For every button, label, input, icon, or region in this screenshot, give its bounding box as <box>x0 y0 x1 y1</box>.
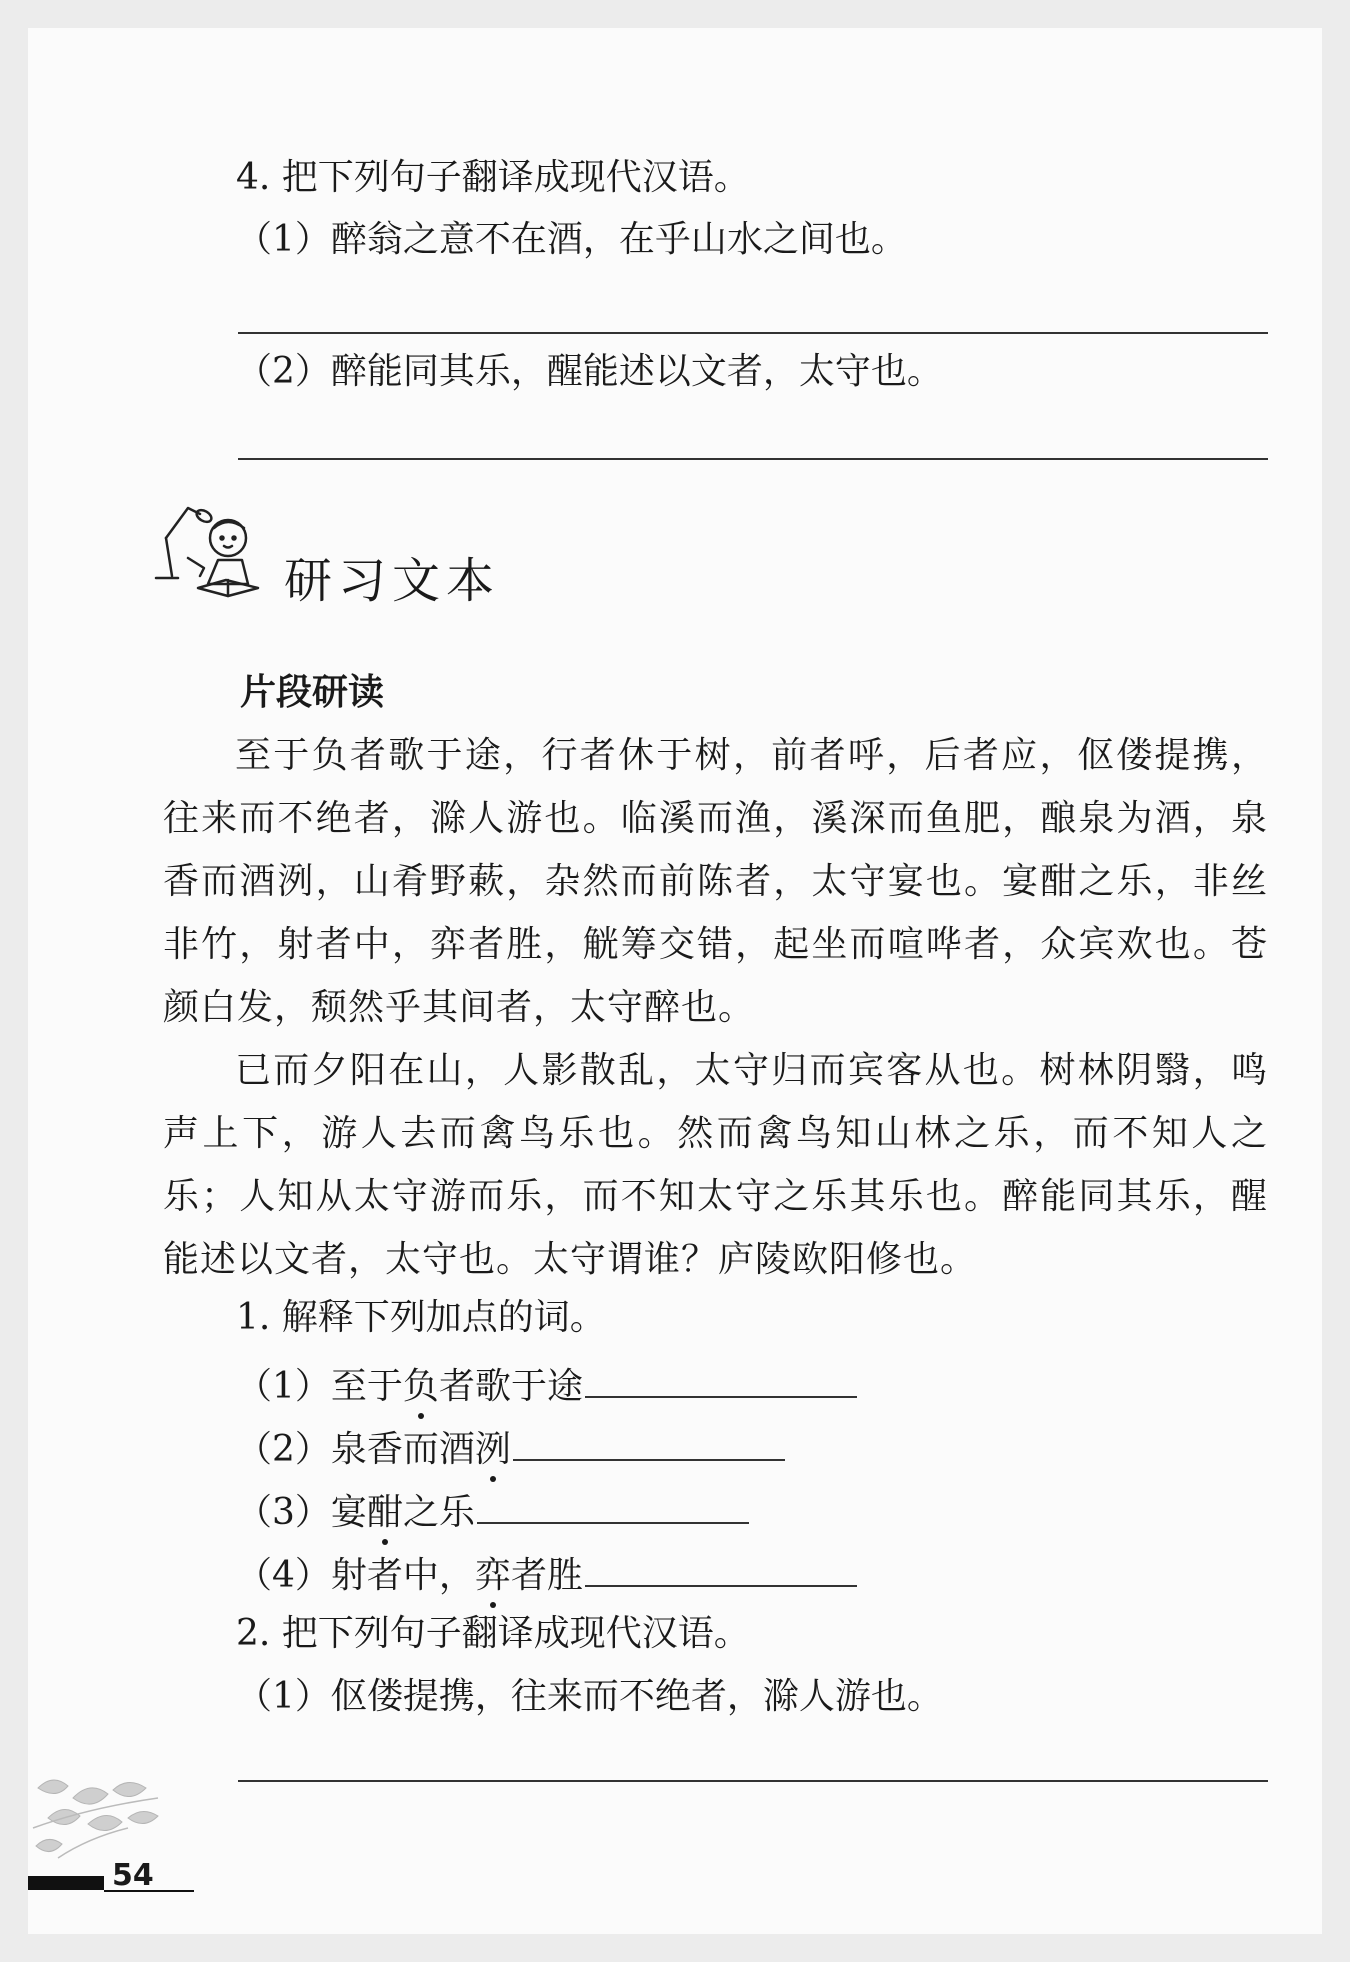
answer-blank[interactable] <box>477 1486 749 1524</box>
item-number: （3） <box>236 1492 331 1533</box>
item-number: （4） <box>236 1555 331 1596</box>
question-1-item-2 <box>236 1423 785 1472</box>
item-text: 宴 <box>330 1492 367 1533</box>
section-title: 研习文本 <box>284 553 501 609</box>
question-1-title: 1. 解释下列加点的词。 <box>236 1297 606 1338</box>
dotted-word: 负 <box>402 1366 439 1407</box>
answer-blank[interactable] <box>585 1549 857 1587</box>
item-number: （1） <box>236 1366 331 1407</box>
page-number: 54 <box>112 1858 154 1893</box>
page-number-underline <box>104 1890 194 1892</box>
item-text: 者胜 <box>510 1555 583 1596</box>
question-1-item-3 <box>236 1486 749 1535</box>
item-text: 者歌于途 <box>438 1366 583 1407</box>
question-1-item-1 <box>236 1360 857 1409</box>
question-4-item-2: （2）醉能同其乐，醒能述以文者，太守也。 <box>236 351 943 392</box>
item-text: 射者中， <box>330 1555 475 1596</box>
item-text: 至于 <box>330 1366 403 1407</box>
passage-paragraph-1: 至于负者歌于途，行者休于树，前者呼，后者应，伛偻提携，往来而不绝者，滁人游也。临溪而渔，溪深而鱼肥，酿泉为酒，泉香而酒洌，山肴野蔌，杂然而前陈者，太守宴也。宴酣之乐，非丝非竹，射者中，弈者胜，觥筹交错，起坐而喧哗者，众宾欢也。苍颜白发，颓然乎其间者，太守醉也。 <box>163 735 1268 1028</box>
dotted-word: 酣 <box>366 1492 403 1533</box>
dotted-word: 弈 <box>474 1555 511 1596</box>
item-number: （2） <box>236 1429 331 1470</box>
question-4-title: 4. 把下列句子翻译成现代汉语。 <box>236 157 750 198</box>
question-1-item-4 <box>236 1549 857 1598</box>
student-study-icon <box>148 498 278 598</box>
question-2-title: 2. 把下列句子翻译成现代汉语。 <box>236 1613 750 1654</box>
page-number-bar <box>28 1876 104 1890</box>
workbook-page <box>28 28 1322 1934</box>
question-4-item-1: （1）醉翁之意不在酒，在乎山水之间也。 <box>236 219 907 260</box>
item-text: 之乐 <box>402 1492 475 1533</box>
dotted-word: 洌 <box>474 1429 511 1470</box>
answer-line[interactable] <box>238 458 1268 460</box>
answer-line[interactable] <box>238 332 1268 334</box>
question-2-item-1: （1）伛偻提携，往来而不绝者，滁人游也。 <box>236 1676 943 1717</box>
answer-line[interactable] <box>238 1780 1268 1782</box>
answer-blank[interactable] <box>585 1360 857 1398</box>
passage-paragraph-2: 已而夕阳在山，人影散乱，太守归而宾客从也。树林阴翳，鸣声上下，游人去而禽鸟乐也。然而禽鸟知山林之乐，而不知人之乐；人知从太守游而乐，而不知太守之乐其乐也。醉能同其乐，醒能述以文者，太守也。太守谓谁？庐陵欧阳修也。 <box>163 1050 1268 1280</box>
answer-blank[interactable] <box>513 1423 785 1461</box>
item-text: 泉香而酒 <box>330 1429 475 1470</box>
subsection-title: 片段研读 <box>240 672 385 713</box>
passage <box>163 724 1268 1291</box>
